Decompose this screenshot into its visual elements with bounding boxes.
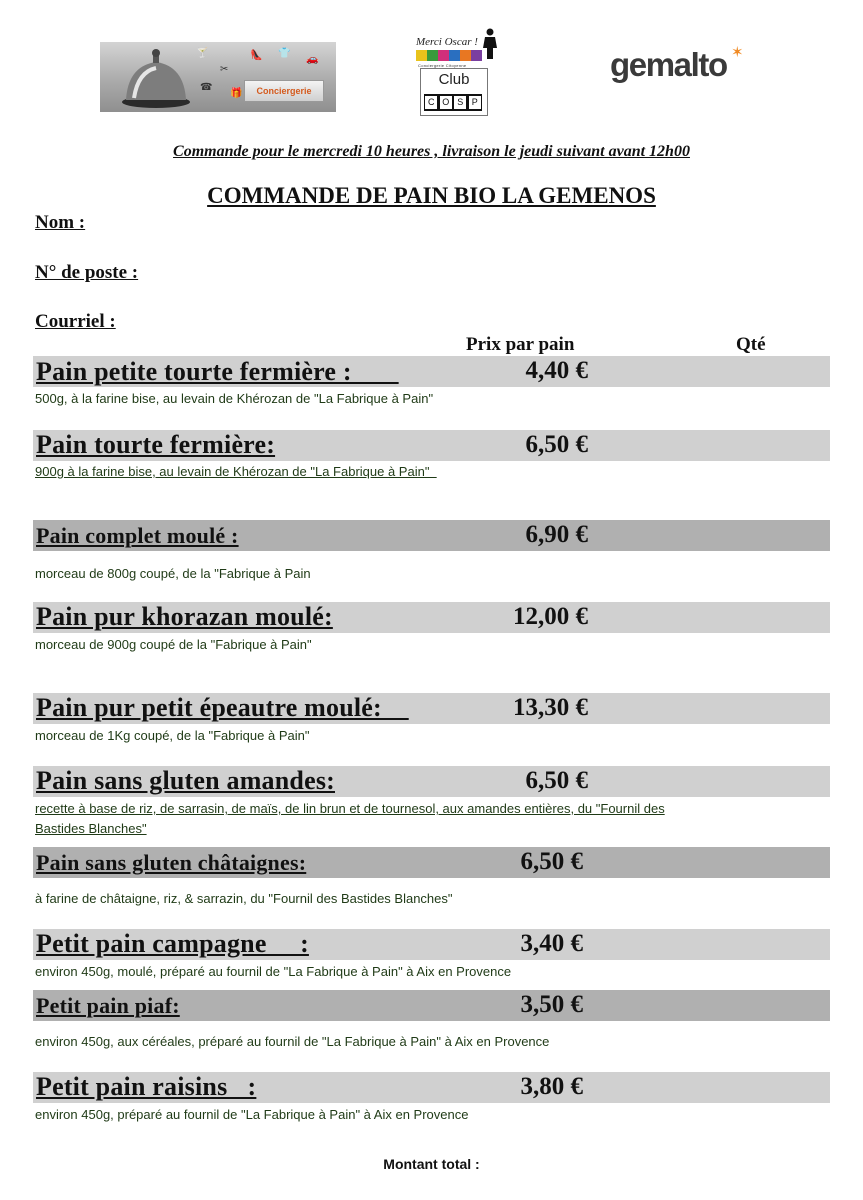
product-name: Pain sans gluten amandes: xyxy=(36,766,335,795)
color-strip xyxy=(416,50,482,61)
price-column-header: Prix par pain xyxy=(466,334,575,355)
gemalto-logo: gemalto xyxy=(610,46,727,83)
product-description: morceau de 800g coupé, de la "Fabrique à Pain xyxy=(35,566,311,581)
product-description-continued: Bastides Blanches" xyxy=(35,821,147,836)
product-price: 3,50 € xyxy=(520,991,583,1018)
car-icon: 🚗 xyxy=(306,54,319,65)
club-letter: S xyxy=(454,96,466,109)
product-price: 6,50 € xyxy=(525,431,588,458)
product-name: Petit pain piaf: xyxy=(36,993,180,1018)
club-letters xyxy=(424,94,482,111)
figure-icon xyxy=(480,28,500,60)
phone-field-label: N° de poste : xyxy=(35,262,139,283)
club-letter: O xyxy=(440,96,452,109)
phone-icon: ☎ xyxy=(200,82,213,93)
email-field-label: Courriel : xyxy=(35,311,116,332)
product-name: Pain pur petit épeautre moulé: xyxy=(36,693,409,722)
product-name: Pain sans gluten châtaignes: xyxy=(36,850,307,875)
product-name: Pain pur khorazan moulé: xyxy=(36,602,333,631)
page-title: COMMANDE DE PAIN BIO LA GEMENOS xyxy=(207,183,656,208)
product-description: morceau de 900g coupé de la "Fabrique à Pain" xyxy=(35,637,312,652)
product-price: 3,40 € xyxy=(520,930,583,957)
product-price: 4,40 € xyxy=(525,357,588,384)
product-name: Pain complet moulé : xyxy=(36,523,239,548)
club-word: Club xyxy=(438,71,470,88)
product-description: environ 450g, aux céréales, préparé au fournil de "La Fabrique à Pain" à Aix en Provence xyxy=(35,1034,550,1049)
product-price: 13,30 € xyxy=(513,694,588,721)
glass-icon: 🍸 xyxy=(196,48,209,59)
bell-icon xyxy=(116,48,196,110)
product-description: 900g à la farine bise, au levain de Khérozan de "La Fabrique à Pain" xyxy=(35,464,437,479)
product-price: 6,90 € xyxy=(525,521,588,548)
club-letter: C xyxy=(425,96,437,109)
product-name: Petit pain raisins : xyxy=(36,1072,257,1101)
product-name: Pain tourte fermière: xyxy=(36,430,276,459)
quantity-column-header: Qté xyxy=(736,334,766,355)
product-description: à farine de châtaigne, riz, & sarrazin, du "Fournil des Bastides Blanches" xyxy=(35,891,453,906)
name-field-label: Nom : xyxy=(35,212,86,233)
shoe-icon: 👠 xyxy=(250,50,263,61)
conciergerie-logo xyxy=(100,42,336,112)
scissors-icon: ✂ xyxy=(220,64,229,75)
club-cosp-logo xyxy=(420,68,488,116)
product-description: environ 450g, préparé au fournil de "La Fabrique à Pain" à Aix en Provence xyxy=(35,1107,469,1122)
product-price: 6,50 € xyxy=(520,848,583,875)
conciergerie-label: Conciergerie xyxy=(244,80,324,102)
product-name: Petit pain campagne : xyxy=(36,929,309,958)
product-description: 500g, à la farine bise, au levain de Khérozan de "La Fabrique à Pain" xyxy=(35,391,434,406)
product-name: Pain petite tourte fermière : xyxy=(36,357,399,386)
product-price: 3,80 € xyxy=(520,1073,583,1100)
product-description: environ 450g, moulé, préparé au fournil de "La Fabrique à Pain" à Aix en Provence xyxy=(35,964,512,979)
merci-oscar-logo xyxy=(414,28,500,118)
shirt-icon: 👕 xyxy=(278,48,291,59)
club-letter: P xyxy=(469,96,481,109)
order-subtitle: Commande pour le mercredi 10 heures , livraison le jeudi suivant avant 12h00 xyxy=(173,143,690,160)
product-description: recette à base de riz, de sarrasin, de maïs, de lin brun et de tournesol, aux amandes entières, du "Fournil des xyxy=(35,801,665,816)
merci-oscar-subtitle: Conciergerie Citoyenne xyxy=(418,63,467,68)
product-price: 12,00 € xyxy=(513,603,588,630)
merci-oscar-title: Merci Oscar ! xyxy=(416,36,478,48)
total-amount-label: Montant total : xyxy=(383,1156,480,1172)
gift-icon: 🎁 xyxy=(230,88,243,99)
product-description: morceau de 1Kg coupé, de la "Fabrique à Pain" xyxy=(35,728,310,743)
product-price: 6,50 € xyxy=(525,767,588,794)
gemalto-star-icon: ✶ xyxy=(731,43,744,61)
